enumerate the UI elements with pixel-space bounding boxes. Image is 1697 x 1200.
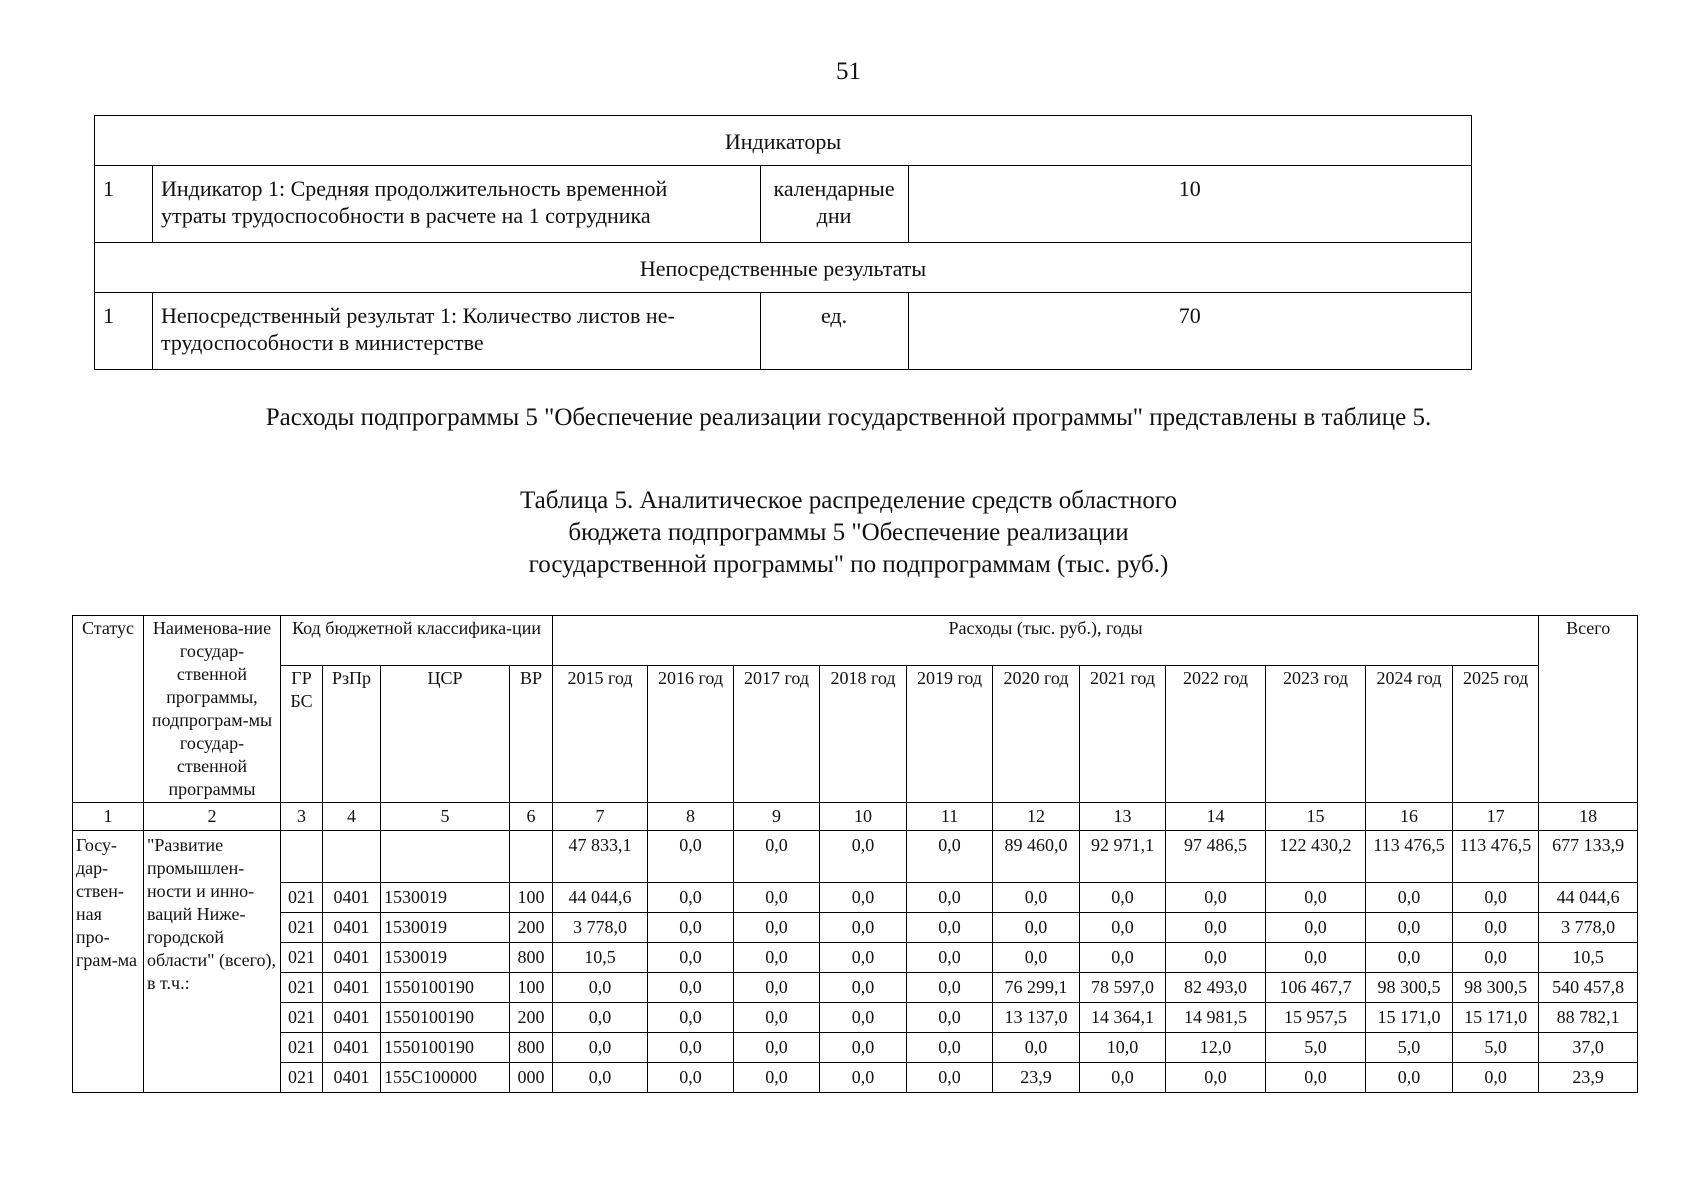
column-number: 6 [510,803,553,831]
header-year: 2025 год [1453,666,1539,803]
year-value: 0,0 [1453,883,1539,913]
header-csr: ЦСР [381,666,510,803]
header-year: 2020 год [993,666,1080,803]
column-number: 15 [1266,803,1366,831]
indicator-value: 10 [908,166,1471,243]
result-unit: ед. [760,293,908,370]
column-number: 18 [1539,803,1638,831]
year-value: 44 044,6 [553,883,648,913]
year-value: 15 171,0 [1366,1003,1453,1033]
year-value: 0,0 [1266,913,1366,943]
year-value: 13 137,0 [993,1003,1080,1033]
table-row [73,883,1638,913]
year-value: 113 476,5 [1366,831,1453,883]
row-total: 3 778,0 [1539,913,1638,943]
table-title-line-3: государственной программы" по подпрограммам (тыс. руб.) [528,551,1169,578]
year-value: 0,0 [553,1063,648,1093]
header-program-name: Наименова-ние государ-ственной программы, подпрограм-мы государ-ственной программы [144,616,281,803]
indicator-unit-line-2: дни [816,203,852,228]
year-value: 92 971,1 [1080,831,1166,883]
table-title-line-1: Таблица 5. Аналитическое распределение средств областного [520,487,1177,514]
column-number: 5 [381,803,510,831]
year-value: 14 364,1 [1080,1003,1166,1033]
header-year: 2024 год [1366,666,1453,803]
year-value: 0,0 [907,913,993,943]
year-value: 98 300,5 [1366,973,1453,1003]
year-value: 0,0 [820,1063,907,1093]
year-value: 0,0 [553,973,648,1003]
column-number: 4 [323,803,381,831]
code-vr: 000 [510,1063,553,1093]
year-value: 0,0 [734,1033,820,1063]
page-number: 51 [836,58,861,85]
year-value: 0,0 [907,973,993,1003]
status-cell: Госу-дар-ствен-ная про-грам-ма [73,831,144,1093]
header-year: 2021 год [1080,666,1166,803]
year-value: 0,0 [1080,913,1166,943]
code-grbs: 021 [281,883,323,913]
year-value: 0,0 [1080,883,1166,913]
code-rzpr: 0401 [323,1003,381,1033]
result-name-line-1: Непосредственный результат 1: Количество листов не- [160,303,675,328]
header-budget-code: Код бюджетной классифика-ции [281,616,553,666]
year-value: 5,0 [1366,1033,1453,1063]
table-row [73,1033,1638,1063]
year-value: 10,0 [1080,1033,1166,1063]
header-year: 2022 год [1166,666,1266,803]
code-csr [381,831,510,883]
column-number: 17 [1453,803,1539,831]
header-year: 2016 год [648,666,734,803]
row-total: 37,0 [1539,1033,1638,1063]
code-csr: 1530019 [381,913,510,943]
year-value: 122 430,2 [1266,831,1366,883]
year-value: 0,0 [1366,883,1453,913]
year-value: 0,0 [648,973,734,1003]
header-vr: ВР [510,666,553,803]
column-number: 16 [1366,803,1453,831]
indicator-name [152,166,760,243]
code-rzpr: 0401 [323,1063,381,1093]
code-grbs: 021 [281,943,323,973]
program-name-cell: "Развитие промышлен-ности и инно-ваций Ниже-городской области" (всего), в т.ч.: [144,831,281,1093]
header-year: 2019 год [907,666,993,803]
year-value: 0,0 [553,1033,648,1063]
table-row [73,913,1638,943]
code-vr: 100 [510,973,553,1003]
year-value: 0,0 [907,1063,993,1093]
year-value: 0,0 [1080,943,1166,973]
code-csr: 155C100000 [381,1063,510,1093]
year-value: 0,0 [820,943,907,973]
year-value: 0,0 [734,943,820,973]
year-value: 0,0 [1366,913,1453,943]
code-rzpr: 0401 [323,943,381,973]
year-value: 0,0 [820,913,907,943]
year-value: 0,0 [648,831,734,883]
result-name-line-2: трудоспособности в министерстве [160,330,484,355]
result-name [152,293,760,370]
code-vr: 200 [510,1003,553,1033]
code-csr: 1530019 [381,883,510,913]
year-value: 15 171,0 [1453,1003,1539,1033]
header-rzpr: РзПр [323,666,381,803]
row-total: 10,5 [1539,943,1638,973]
column-number: 11 [907,803,993,831]
year-value: 0,0 [993,913,1080,943]
header-year: 2018 год [820,666,907,803]
code-csr: 1550100190 [381,1003,510,1033]
year-value: 0,0 [820,1003,907,1033]
code-rzpr: 0401 [323,883,381,913]
indicator-name-line-2: утраты трудоспособности в расчете на 1 сотрудника [160,203,651,228]
row-total: 44 044,6 [1539,883,1638,913]
header-year: 2015 год [553,666,648,803]
indicator-name-line-1: Индикатор 1: Средняя продолжительность временной [160,176,668,201]
year-value: 0,0 [734,1063,820,1093]
column-number: 2 [144,803,281,831]
column-number: 13 [1080,803,1166,831]
year-value: 0,0 [1166,1063,1266,1093]
year-value: 0,0 [1453,1063,1539,1093]
table-title-line-2: бюджета подпрограммы 5 "Обеспечение реализации [568,519,1129,546]
year-value: 0,0 [648,1003,734,1033]
table-row [73,943,1638,973]
year-value: 0,0 [993,1033,1080,1063]
year-value: 5,0 [1453,1033,1539,1063]
year-value: 23,9 [993,1063,1080,1093]
table-row [73,1063,1638,1093]
code-grbs: 021 [281,973,323,1003]
year-value: 0,0 [734,913,820,943]
header-expenses: Расходы (тыс. руб.), годы [553,616,1539,666]
year-value: 0,0 [993,943,1080,973]
year-value: 0,0 [1266,883,1366,913]
indicators-header: Индикаторы [95,116,1472,166]
year-value: 0,0 [1166,913,1266,943]
code-vr: 100 [510,883,553,913]
indicator-unit-line-1: календарные [773,176,895,201]
year-value: 0,0 [1453,913,1539,943]
year-value: 89 460,0 [993,831,1080,883]
year-value: 113 476,5 [1453,831,1539,883]
year-value: 12,0 [1166,1033,1266,1063]
column-number: 14 [1166,803,1266,831]
year-value: 106 467,7 [1266,973,1366,1003]
year-value: 0,0 [648,1063,734,1093]
year-value: 0,0 [734,1003,820,1033]
year-value: 0,0 [1453,943,1539,973]
year-value: 0,0 [1166,943,1266,973]
code-vr [510,831,553,883]
header-grbs: ГР БС [281,666,323,803]
year-value: 0,0 [1366,943,1453,973]
code-grbs: 021 [281,1063,323,1093]
year-value: 0,0 [734,883,820,913]
year-value: 0,0 [1266,943,1366,973]
result-number: 1 [95,293,153,370]
code-grbs: 021 [281,1033,323,1063]
year-value: 0,0 [820,883,907,913]
code-grbs: 021 [281,1003,323,1033]
year-value: 0,0 [1166,883,1266,913]
code-vr: 800 [510,943,553,973]
row-total: 677 133,9 [1539,831,1638,883]
year-value: 97 486,5 [1166,831,1266,883]
code-rzpr [323,831,381,883]
code-rzpr: 0401 [323,913,381,943]
year-value: 0,0 [648,883,734,913]
year-value: 0,0 [907,1003,993,1033]
header-year: 2023 год [1266,666,1366,803]
year-value: 0,0 [1266,1063,1366,1093]
year-value: 0,0 [993,883,1080,913]
code-grbs [281,831,323,883]
year-value: 0,0 [820,973,907,1003]
code-vr: 200 [510,913,553,943]
year-value: 0,0 [820,831,907,883]
code-csr: 1530019 [381,943,510,973]
code-rzpr: 0401 [323,973,381,1003]
year-value: 0,0 [734,973,820,1003]
table-row [73,1003,1638,1033]
indicator-unit [760,166,908,243]
year-value: 0,0 [734,831,820,883]
result-value: 70 [908,293,1471,370]
year-value: 0,0 [648,943,734,973]
column-number: 9 [734,803,820,831]
year-value: 10,5 [553,943,648,973]
column-number: 8 [648,803,734,831]
year-value: 0,0 [648,913,734,943]
column-number: 3 [281,803,323,831]
year-value: 0,0 [820,1033,907,1063]
row-total: 23,9 [1539,1063,1638,1093]
year-value: 0,0 [907,1033,993,1063]
header-status: Статус [73,616,144,803]
code-grbs: 021 [281,913,323,943]
year-value: 0,0 [907,883,993,913]
year-value: 0,0 [648,1033,734,1063]
header-total: Всего [1539,616,1638,803]
indicator-number: 1 [95,166,153,243]
table-row-total [73,831,1638,883]
code-rzpr: 0401 [323,1033,381,1063]
finance-table [72,615,1638,1093]
column-number: 10 [820,803,907,831]
expenses-paragraph: Расходы подпрограммы 5 "Обеспечение реализации государственной программы" представлены в таблице 5. [265,404,1432,431]
table-row [73,973,1638,1003]
column-number: 12 [993,803,1080,831]
year-value: 0,0 [907,831,993,883]
code-csr: 1550100190 [381,1033,510,1063]
indicators-table [94,115,1472,370]
year-value: 76 299,1 [993,973,1080,1003]
year-value: 82 493,0 [1166,973,1266,1003]
year-value: 78 597,0 [1080,973,1166,1003]
table-title [0,485,1697,581]
year-value: 0,0 [907,943,993,973]
year-value: 15 957,5 [1266,1003,1366,1033]
code-vr: 800 [510,1033,553,1063]
header-year: 2017 год [734,666,820,803]
year-value: 3 778,0 [553,913,648,943]
results-header: Непосредственные результаты [95,243,1472,293]
row-total: 540 457,8 [1539,973,1638,1003]
year-value: 0,0 [553,1003,648,1033]
year-value: 98 300,5 [1453,973,1539,1003]
column-number: 1 [73,803,144,831]
year-value: 14 981,5 [1166,1003,1266,1033]
year-value: 5,0 [1266,1033,1366,1063]
year-value: 47 833,1 [553,831,648,883]
row-total: 88 782,1 [1539,1003,1638,1033]
code-csr: 1550100190 [381,973,510,1003]
column-number: 7 [553,803,648,831]
year-value: 0,0 [1366,1063,1453,1093]
year-value: 0,0 [1080,1063,1166,1093]
